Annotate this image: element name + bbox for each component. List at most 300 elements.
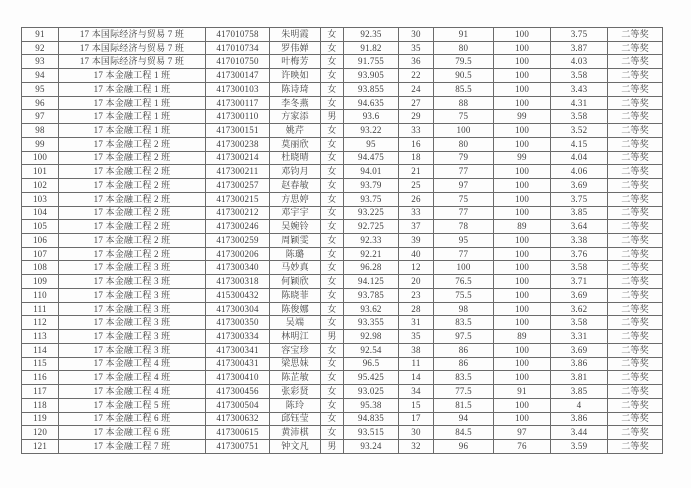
award-level-cell: 二等奖 bbox=[608, 412, 663, 426]
gpa-cell: 3.81 bbox=[551, 371, 608, 385]
score-2-cell: 77 bbox=[434, 206, 494, 220]
student-name-cell: 陈玲 bbox=[270, 398, 321, 412]
gpa-cell: 4.06 bbox=[551, 165, 608, 179]
table-row bbox=[22, 288, 663, 302]
gender-cell: 女 bbox=[321, 41, 344, 55]
gpa-cell: 3.59 bbox=[551, 440, 608, 454]
class-name-cell: 17 本金融工程 3 班 bbox=[59, 261, 206, 275]
row-number-cell: 93 bbox=[22, 55, 59, 69]
student-id-cell: 417300431 bbox=[206, 357, 270, 371]
gpa-cell: 3.58 bbox=[551, 110, 608, 124]
rank-cell: 39 bbox=[399, 234, 434, 248]
student-id-cell: 417300456 bbox=[206, 385, 270, 399]
student-name-cell: 莫丽欣 bbox=[270, 137, 321, 151]
table-row bbox=[22, 55, 663, 69]
gpa-cell: 3.69 bbox=[551, 343, 608, 357]
award-level-cell: 二等奖 bbox=[608, 69, 663, 83]
table-row bbox=[22, 82, 663, 96]
student-name-cell: 陈俊娜 bbox=[270, 302, 321, 316]
score-2-cell: 98 bbox=[434, 302, 494, 316]
score-cell: 93.905 bbox=[344, 69, 399, 83]
score-cell: 92.35 bbox=[344, 28, 399, 42]
gpa-cell: 4.04 bbox=[551, 151, 608, 165]
class-name-cell: 17 本金融工程 2 班 bbox=[59, 220, 206, 234]
gender-cell: 男 bbox=[321, 110, 344, 124]
rank-cell: 33 bbox=[399, 124, 434, 138]
score-3-cell: 100 bbox=[494, 137, 551, 151]
score-3-cell: 100 bbox=[494, 343, 551, 357]
score-cell: 94.635 bbox=[344, 96, 399, 110]
row-number-cell: 99 bbox=[22, 137, 59, 151]
award-level-cell: 二等奖 bbox=[608, 247, 663, 261]
row-number-cell: 94 bbox=[22, 69, 59, 83]
student-award-table bbox=[21, 27, 663, 454]
row-number-cell: 98 bbox=[22, 124, 59, 138]
student-id-cell: 417300103 bbox=[206, 82, 270, 96]
score-cell: 91.82 bbox=[344, 41, 399, 55]
student-id-cell: 415300432 bbox=[206, 288, 270, 302]
student-id-cell: 417300340 bbox=[206, 261, 270, 275]
rank-cell: 21 bbox=[399, 165, 434, 179]
score-2-cell: 84.5 bbox=[434, 426, 494, 440]
row-number-cell: 120 bbox=[22, 426, 59, 440]
table-row bbox=[22, 69, 663, 83]
student-name-cell: 邓钧月 bbox=[270, 165, 321, 179]
award-level-cell: 二等奖 bbox=[608, 28, 663, 42]
score-cell: 93.025 bbox=[344, 385, 399, 399]
gender-cell: 男 bbox=[321, 440, 344, 454]
score-cell: 93.24 bbox=[344, 440, 399, 454]
student-name-cell: 张彩贤 bbox=[270, 385, 321, 399]
class-name-cell: 17 本金融工程 3 班 bbox=[59, 316, 206, 330]
rank-cell: 33 bbox=[399, 206, 434, 220]
score-3-cell: 76 bbox=[494, 440, 551, 454]
award-level-cell: 二等奖 bbox=[608, 137, 663, 151]
student-name-cell: 朱明霞 bbox=[270, 28, 321, 42]
score-3-cell: 100 bbox=[494, 288, 551, 302]
award-level-cell: 二等奖 bbox=[608, 288, 663, 302]
student-name-cell: 赵春敏 bbox=[270, 179, 321, 193]
table-row bbox=[22, 385, 663, 399]
row-number-cell: 117 bbox=[22, 385, 59, 399]
rank-cell: 12 bbox=[399, 261, 434, 275]
class-name-cell: 17 本金融工程 3 班 bbox=[59, 288, 206, 302]
student-name-cell: 杜晓晴 bbox=[270, 151, 321, 165]
class-name-cell: 17 本国际经济与贸易 7 班 bbox=[59, 55, 206, 69]
gender-cell: 女 bbox=[321, 275, 344, 289]
student-id-cell: 417300341 bbox=[206, 343, 270, 357]
award-level-cell: 二等奖 bbox=[608, 261, 663, 275]
student-id-cell: 417300257 bbox=[206, 179, 270, 193]
gender-cell: 女 bbox=[321, 192, 344, 206]
row-number-cell: 118 bbox=[22, 398, 59, 412]
gpa-cell: 4.15 bbox=[551, 137, 608, 151]
gender-cell: 女 bbox=[321, 69, 344, 83]
table-row bbox=[22, 28, 663, 42]
score-3-cell: 100 bbox=[494, 28, 551, 42]
score-3-cell: 100 bbox=[494, 316, 551, 330]
rank-cell: 24 bbox=[399, 82, 434, 96]
rank-cell: 25 bbox=[399, 179, 434, 193]
score-3-cell: 100 bbox=[494, 261, 551, 275]
score-cell: 92.98 bbox=[344, 330, 399, 344]
class-name-cell: 17 本金融工程 2 班 bbox=[59, 247, 206, 261]
score-2-cell: 95 bbox=[434, 234, 494, 248]
student-name-cell: 邱钰莹 bbox=[270, 412, 321, 426]
table-row bbox=[22, 234, 663, 248]
student-id-cell: 417300304 bbox=[206, 302, 270, 316]
table-row bbox=[22, 357, 663, 371]
class-name-cell: 17 本金融工程 2 班 bbox=[59, 137, 206, 151]
student-id-cell: 417300246 bbox=[206, 220, 270, 234]
gender-cell: 女 bbox=[321, 55, 344, 69]
score-2-cell: 77 bbox=[434, 165, 494, 179]
table-row bbox=[22, 316, 663, 330]
gender-cell: 女 bbox=[321, 96, 344, 110]
student-name-cell: 陈晓菲 bbox=[270, 288, 321, 302]
student-id-cell: 417300214 bbox=[206, 151, 270, 165]
award-level-cell: 二等奖 bbox=[608, 220, 663, 234]
gpa-cell: 3.69 bbox=[551, 179, 608, 193]
class-name-cell: 17 本金融工程 1 班 bbox=[59, 124, 206, 138]
gender-cell: 女 bbox=[321, 385, 344, 399]
score-cell: 96.5 bbox=[344, 357, 399, 371]
gender-cell: 女 bbox=[321, 357, 344, 371]
table-row bbox=[22, 179, 663, 193]
gender-cell: 女 bbox=[321, 124, 344, 138]
class-name-cell: 17 本金融工程 3 班 bbox=[59, 343, 206, 357]
row-number-cell: 102 bbox=[22, 179, 59, 193]
table-row bbox=[22, 220, 663, 234]
score-cell: 93.79 bbox=[344, 179, 399, 193]
score-cell: 94.01 bbox=[344, 165, 399, 179]
student-name-cell: 梁思妹 bbox=[270, 357, 321, 371]
score-cell: 95.425 bbox=[344, 371, 399, 385]
table-row bbox=[22, 440, 663, 454]
score-3-cell: 100 bbox=[494, 275, 551, 289]
student-id-cell: 417300334 bbox=[206, 330, 270, 344]
score-2-cell: 83.5 bbox=[434, 371, 494, 385]
student-name-cell: 陈诗琦 bbox=[270, 82, 321, 96]
score-cell: 92.54 bbox=[344, 343, 399, 357]
score-3-cell: 100 bbox=[494, 206, 551, 220]
score-2-cell: 77 bbox=[434, 247, 494, 261]
gpa-cell: 3.58 bbox=[551, 261, 608, 275]
award-level-cell: 二等奖 bbox=[608, 124, 663, 138]
gpa-cell: 3.85 bbox=[551, 206, 608, 220]
student-name-cell: 姚芹 bbox=[270, 124, 321, 138]
score-cell: 96.28 bbox=[344, 261, 399, 275]
score-2-cell: 90.5 bbox=[434, 69, 494, 83]
table-row bbox=[22, 398, 663, 412]
score-3-cell: 100 bbox=[494, 69, 551, 83]
gender-cell: 女 bbox=[321, 28, 344, 42]
rank-cell: 30 bbox=[399, 426, 434, 440]
class-name-cell: 17 本金融工程 4 班 bbox=[59, 371, 206, 385]
gpa-cell: 3.69 bbox=[551, 288, 608, 302]
class-name-cell: 17 本国际经济与贸易 7 班 bbox=[59, 28, 206, 42]
award-level-cell: 二等奖 bbox=[608, 151, 663, 165]
table-row bbox=[22, 206, 663, 220]
rank-cell: 34 bbox=[399, 385, 434, 399]
rank-cell: 15 bbox=[399, 398, 434, 412]
score-3-cell: 100 bbox=[494, 179, 551, 193]
student-id-cell: 417300117 bbox=[206, 96, 270, 110]
gpa-cell: 3.75 bbox=[551, 28, 608, 42]
score-2-cell: 81.5 bbox=[434, 398, 494, 412]
student-id-cell: 417300151 bbox=[206, 124, 270, 138]
score-3-cell: 100 bbox=[494, 165, 551, 179]
score-cell: 94.125 bbox=[344, 275, 399, 289]
score-cell: 93.355 bbox=[344, 316, 399, 330]
award-level-cell: 二等奖 bbox=[608, 343, 663, 357]
score-2-cell: 86 bbox=[434, 343, 494, 357]
award-level-cell: 二等奖 bbox=[608, 275, 663, 289]
score-3-cell: 100 bbox=[494, 371, 551, 385]
gender-cell: 女 bbox=[321, 247, 344, 261]
award-level-cell: 二等奖 bbox=[608, 96, 663, 110]
score-cell: 93.225 bbox=[344, 206, 399, 220]
student-id-cell: 417300212 bbox=[206, 206, 270, 220]
class-name-cell: 17 本金融工程 2 班 bbox=[59, 151, 206, 165]
rank-cell: 36 bbox=[399, 55, 434, 69]
score-3-cell: 89 bbox=[494, 330, 551, 344]
row-number-cell: 110 bbox=[22, 288, 59, 302]
award-level-cell: 二等奖 bbox=[608, 385, 663, 399]
student-name-cell: 叶梅芳 bbox=[270, 55, 321, 69]
class-name-cell: 17 本金融工程 2 班 bbox=[59, 234, 206, 248]
class-name-cell: 17 本金融工程 2 班 bbox=[59, 206, 206, 220]
award-level-cell: 二等奖 bbox=[608, 316, 663, 330]
table-row bbox=[22, 275, 663, 289]
table-body bbox=[22, 28, 663, 454]
row-number-cell: 95 bbox=[22, 82, 59, 96]
row-number-cell: 92 bbox=[22, 41, 59, 55]
rank-cell: 26 bbox=[399, 192, 434, 206]
award-level-cell: 二等奖 bbox=[608, 82, 663, 96]
score-3-cell: 100 bbox=[494, 234, 551, 248]
student-name-cell: 林明江 bbox=[270, 330, 321, 344]
student-id-cell: 417300238 bbox=[206, 137, 270, 151]
score-3-cell: 100 bbox=[494, 247, 551, 261]
student-id-cell: 417300215 bbox=[206, 192, 270, 206]
score-2-cell: 76.5 bbox=[434, 275, 494, 289]
gpa-cell: 3.71 bbox=[551, 275, 608, 289]
student-id-cell: 417010734 bbox=[206, 41, 270, 55]
student-id-cell: 417300615 bbox=[206, 426, 270, 440]
score-3-cell: 100 bbox=[494, 412, 551, 426]
gender-cell: 女 bbox=[321, 302, 344, 316]
row-number-cell: 103 bbox=[22, 192, 59, 206]
score-cell: 95 bbox=[344, 137, 399, 151]
rank-cell: 20 bbox=[399, 275, 434, 289]
score-2-cell: 91 bbox=[434, 28, 494, 42]
gpa-cell: 3.75 bbox=[551, 192, 608, 206]
award-level-cell: 二等奖 bbox=[608, 398, 663, 412]
student-name-cell: 李冬燕 bbox=[270, 96, 321, 110]
rank-cell: 27 bbox=[399, 96, 434, 110]
score-cell: 95.38 bbox=[344, 398, 399, 412]
class-name-cell: 17 本金融工程 6 班 bbox=[59, 426, 206, 440]
student-name-cell: 何颖欣 bbox=[270, 275, 321, 289]
student-id-cell: 417300751 bbox=[206, 440, 270, 454]
gpa-cell: 3.44 bbox=[551, 426, 608, 440]
student-name-cell: 方家添 bbox=[270, 110, 321, 124]
score-cell: 93.515 bbox=[344, 426, 399, 440]
table-row bbox=[22, 124, 663, 138]
gpa-cell: 3.62 bbox=[551, 302, 608, 316]
award-level-cell: 二等奖 bbox=[608, 357, 663, 371]
score-2-cell: 79 bbox=[434, 151, 494, 165]
score-2-cell: 83.5 bbox=[434, 316, 494, 330]
row-number-cell: 96 bbox=[22, 96, 59, 110]
score-3-cell: 100 bbox=[494, 41, 551, 55]
table-row bbox=[22, 371, 663, 385]
gender-cell: 女 bbox=[321, 412, 344, 426]
student-id-cell: 417300259 bbox=[206, 234, 270, 248]
rank-cell: 14 bbox=[399, 371, 434, 385]
table-row bbox=[22, 41, 663, 55]
score-3-cell: 100 bbox=[494, 96, 551, 110]
award-level-cell: 二等奖 bbox=[608, 110, 663, 124]
award-level-cell: 二等奖 bbox=[608, 440, 663, 454]
gpa-cell: 3.86 bbox=[551, 357, 608, 371]
class-name-cell: 17 本国际经济与贸易 7 班 bbox=[59, 41, 206, 55]
score-3-cell: 100 bbox=[494, 82, 551, 96]
class-name-cell: 17 本金融工程 4 班 bbox=[59, 357, 206, 371]
table-row bbox=[22, 261, 663, 275]
rank-cell: 37 bbox=[399, 220, 434, 234]
table-row bbox=[22, 96, 663, 110]
student-name-cell: 钟文凡 bbox=[270, 440, 321, 454]
gpa-cell: 3.43 bbox=[551, 82, 608, 96]
gpa-cell: 3.76 bbox=[551, 247, 608, 261]
gpa-cell: 3.87 bbox=[551, 41, 608, 55]
student-name-cell: 吴端 bbox=[270, 316, 321, 330]
award-level-cell: 二等奖 bbox=[608, 330, 663, 344]
class-name-cell: 17 本金融工程 3 班 bbox=[59, 275, 206, 289]
student-name-cell: 吴婉铃 bbox=[270, 220, 321, 234]
rank-cell: 35 bbox=[399, 330, 434, 344]
row-number-cell: 105 bbox=[22, 220, 59, 234]
table-row bbox=[22, 247, 663, 261]
score-cell: 92.21 bbox=[344, 247, 399, 261]
table-row bbox=[22, 110, 663, 124]
student-name-cell: 罗伟婵 bbox=[270, 41, 321, 55]
row-number-cell: 101 bbox=[22, 165, 59, 179]
row-number-cell: 119 bbox=[22, 412, 59, 426]
score-2-cell: 79.5 bbox=[434, 55, 494, 69]
rank-cell: 23 bbox=[399, 288, 434, 302]
row-number-cell: 109 bbox=[22, 275, 59, 289]
class-name-cell: 17 本金融工程 3 班 bbox=[59, 330, 206, 344]
row-number-cell: 107 bbox=[22, 247, 59, 261]
score-2-cell: 80 bbox=[434, 41, 494, 55]
rank-cell: 29 bbox=[399, 110, 434, 124]
gpa-cell: 3.31 bbox=[551, 330, 608, 344]
gender-cell: 女 bbox=[321, 316, 344, 330]
score-2-cell: 100 bbox=[434, 261, 494, 275]
score-3-cell: 100 bbox=[494, 124, 551, 138]
score-cell: 93.62 bbox=[344, 302, 399, 316]
award-level-cell: 二等奖 bbox=[608, 192, 663, 206]
rank-cell: 30 bbox=[399, 28, 434, 42]
rank-cell: 35 bbox=[399, 41, 434, 55]
student-id-cell: 417300410 bbox=[206, 371, 270, 385]
gender-cell: 女 bbox=[321, 343, 344, 357]
student-name-cell: 许映如 bbox=[270, 69, 321, 83]
row-number-cell: 115 bbox=[22, 357, 59, 371]
gpa-cell: 4.31 bbox=[551, 96, 608, 110]
score-cell: 92.33 bbox=[344, 234, 399, 248]
rank-cell: 32 bbox=[399, 440, 434, 454]
row-number-cell: 108 bbox=[22, 261, 59, 275]
rank-cell: 22 bbox=[399, 69, 434, 83]
gpa-cell: 4 bbox=[551, 398, 608, 412]
student-id-cell: 417300504 bbox=[206, 398, 270, 412]
table-row bbox=[22, 343, 663, 357]
award-level-cell: 二等奖 bbox=[608, 426, 663, 440]
class-name-cell: 17 本金融工程 3 班 bbox=[59, 302, 206, 316]
award-level-cell: 二等奖 bbox=[608, 302, 663, 316]
gender-cell: 女 bbox=[321, 261, 344, 275]
table-row bbox=[22, 330, 663, 344]
score-cell: 92.725 bbox=[344, 220, 399, 234]
table-row bbox=[22, 192, 663, 206]
row-number-cell: 114 bbox=[22, 343, 59, 357]
score-cell: 94.835 bbox=[344, 412, 399, 426]
rank-cell: 17 bbox=[399, 412, 434, 426]
score-cell: 93.785 bbox=[344, 288, 399, 302]
gpa-cell: 3.52 bbox=[551, 124, 608, 138]
score-3-cell: 99 bbox=[494, 151, 551, 165]
score-3-cell: 97 bbox=[494, 426, 551, 440]
gender-cell: 女 bbox=[321, 151, 344, 165]
score-cell: 93.75 bbox=[344, 192, 399, 206]
score-3-cell: 91 bbox=[494, 385, 551, 399]
table-row bbox=[22, 302, 663, 316]
class-name-cell: 17 本金融工程 4 班 bbox=[59, 385, 206, 399]
row-number-cell: 116 bbox=[22, 371, 59, 385]
row-number-cell: 91 bbox=[22, 28, 59, 42]
score-2-cell: 96 bbox=[434, 440, 494, 454]
score-2-cell: 100 bbox=[434, 124, 494, 138]
student-name-cell: 周颖雯 bbox=[270, 234, 321, 248]
score-3-cell: 100 bbox=[494, 398, 551, 412]
student-id-cell: 417300318 bbox=[206, 275, 270, 289]
student-name-cell: 陈璐 bbox=[270, 247, 321, 261]
score-2-cell: 75.5 bbox=[434, 288, 494, 302]
score-3-cell: 100 bbox=[494, 192, 551, 206]
rank-cell: 40 bbox=[399, 247, 434, 261]
gender-cell: 女 bbox=[321, 82, 344, 96]
score-2-cell: 85.5 bbox=[434, 82, 494, 96]
rank-cell: 18 bbox=[399, 151, 434, 165]
award-level-cell: 二等奖 bbox=[608, 55, 663, 69]
class-name-cell: 17 本金融工程 2 班 bbox=[59, 165, 206, 179]
class-name-cell: 17 本金融工程 1 班 bbox=[59, 110, 206, 124]
class-name-cell: 17 本金融工程 1 班 bbox=[59, 69, 206, 83]
rank-cell: 11 bbox=[399, 357, 434, 371]
award-level-cell: 二等奖 bbox=[608, 41, 663, 55]
gender-cell: 男 bbox=[321, 330, 344, 344]
gender-cell: 女 bbox=[321, 179, 344, 193]
gender-cell: 女 bbox=[321, 220, 344, 234]
score-2-cell: 75 bbox=[434, 192, 494, 206]
class-name-cell: 17 本金融工程 2 班 bbox=[59, 179, 206, 193]
row-number-cell: 106 bbox=[22, 234, 59, 248]
score-2-cell: 75 bbox=[434, 110, 494, 124]
